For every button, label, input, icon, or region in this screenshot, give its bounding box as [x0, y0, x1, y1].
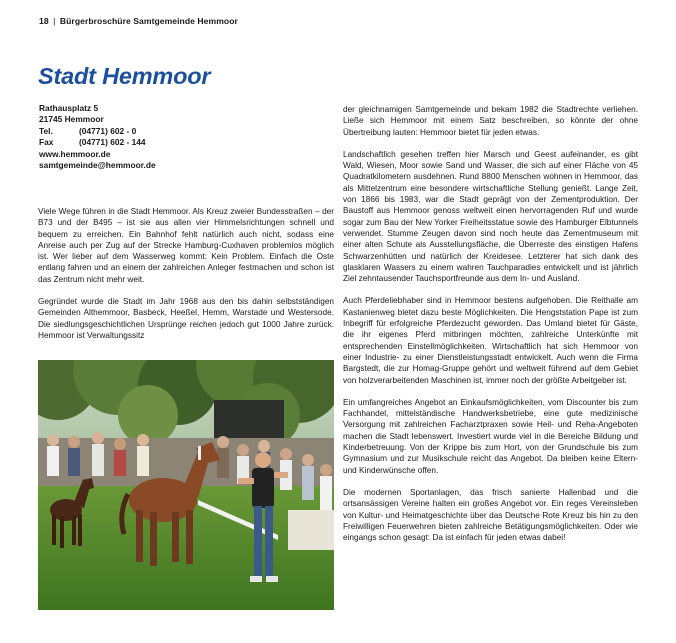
- paragraph: Gegründet wurde die Stadt im Jahr 1968 aus den bis dahin selbstständigen Gemeinden Althemmoor, Basbeck, Heeßel, Hemm, Warstade und Westersode. Die siedlungsgeschichtlichen Ursprünge reichen jedoch gut 1000 Jahre zurück. Hemmoor ist Verwaltungssitz: [38, 297, 334, 340]
- page-title: Stadt Hemmoor: [38, 63, 211, 89]
- address-city: 21745 Hemmoor: [39, 114, 104, 125]
- left-column: [38, 206, 334, 341]
- phone-number: (04771) 602 - 0: [79, 125, 137, 136]
- address-fax-row: [39, 137, 299, 148]
- paragraph: Landschaftlich gesehen treffen hier Marsch und Geest aufeinander, es gibt Wald, Wiesen, Moor sowie Sand und Wasser, die sich auf einer Fläche von 45 Quadratkilometern ausdehnen. Rund 8800 Menschen wohnen in Hemmoor, das als Mittelzentrum eine besondere wirtschaftliche Stellung genießt. Lange Zeit, von 1866 bis 1983, war die Stadt geprägt von der Zementproduktion. Der Baustoff aus Hemmoor genoss weltweit einen hervorragenden Ruf und wurde sogar zum Bau der New Yorker Freiheitsstatue sowie des Hamburger Elbtunnels verwendet. Stumme Zeugen davon sind noch heute das Zementmuseum mit einer alten Schute als Ausstellungsfläche, die Überreste des einstigen Hafens Schwarzenhütten und natürlich der Kreidesee. Letzterer hat sich dank des glasklaren Wassers zu einem wahren Tauchparadies entwickelt und ist jährlich Ziel zehntausender Tauchsportfreunde aus dem In- und Ausland.: [343, 149, 638, 284]
- paragraph: Ein umfangreiches Angebot an Einkaufsmöglichkeiten, vom Discounter bis zum Fachhandel, mittelständische Handwerksbetriebe, eine gute medizinische Versorgung mit zahlreichen Facharztpraxen sowie Heil- und Reha-Angeboten machen die Stadt lebenswert. Investiert wurde viel in die Bereiche Bildung und Kinderbetreuung. Von der Krippe bis zum Hort, von der Grundschule bis zum Gymnasium und zur Musikschule reicht das Angebot. Da bleiben keine Eltern- und Kinderwünsche offen.: [343, 397, 638, 475]
- page-header: [39, 16, 238, 26]
- address-street: Rathausplatz 5: [39, 103, 99, 113]
- website-link[interactable]: www.hemmoor.de: [39, 148, 111, 159]
- publication-title: Bürgerbroschüre Samtgemeinde Hemmoor: [59, 16, 238, 26]
- page-number: 18: [39, 16, 49, 26]
- paragraph: Auch Pferdeliebhaber sind in Hemmoor bestens aufgehoben. Die Reithalle am Kastanienweg bietet dazu beste Möglichkeiten. Die Hengststation Pape ist zum Inbegriff für erfolgreiche Pferdezucht geworden. Das Umland bietet für Gäste, die ihr eigenes Pferd mitbringen möchten, zahlreiche Unterkünfte mit entsprechenden Einstellmöglichkeiten. Wirtschaftlich hat sich Hemmoor von einer Industrie- zu einer Dienstleistungsstadt entwickelt. Auch wenn die Firma Bargstedt, die zur Homag-Gruppe gehört und weltweit führend auf dem Gebiet von holzverarbeitenden Maschinen ist, immer noch der größte Arbeitgeber ist.: [343, 296, 638, 385]
- paragraph: Die modernen Sportanlagen, das frisch sanierte Hallenbad und die ortsansässigen Vereine halten ein großes Angebot vor. Ein reges Vereinsleben von Kultur- und Heimatgeschichte über das Deutsche Rote Kreuz bis hin zu den Freiwilligen Feuerwehren bieten zahlreiche Betätigungsmöglichkeiten. Oder wie eingangs schon gesagt: Da ist einfach für jeden etwas dabei!: [343, 487, 638, 543]
- horse-show-photo: [38, 360, 334, 610]
- address-block: [39, 103, 299, 171]
- email-link[interactable]: samtgemeinde@hemmoor.de: [39, 160, 156, 171]
- address-phone-row: [39, 126, 299, 137]
- fax-number: (04771) 602 - 144: [79, 137, 146, 148]
- paragraph: Viele Wege führen in die Stadt Hemmoor. Als Kreuz zweier Bundesstraßen – der B73 und der B495 – ist sie aus allen vier Himmelsrichtungen schnell und bequem zu erreichen. Ein Bahnhof fehlt natürlich auch nicht, sodass eine Anreise auch per Zug auf der Strecke Hamburg-Cuxhaven problemlos möglich ist. Wer lieber auf dem Wasserweg kommt: Kein Problem. Einfach die Oste entlang fahren und an einem der zahlreichen Anleger festmachen und schon ist das Zentrum nicht mehr weit.: [38, 207, 334, 284]
- paragraph: der gleichnamigen Samtgemeinde und bekam 1982 die Stadtrechte verliehen. Ließe sich Hemmoor mit einem Satz beschreiben, so könnte der ohne Übertreibung lauten: Hemmoor bietet für jeden etwas.: [343, 105, 638, 137]
- header-separator: |: [53, 16, 56, 26]
- phone-label: Tel.: [39, 125, 53, 136]
- right-column: [343, 104, 638, 543]
- fax-label: Fax: [39, 137, 54, 148]
